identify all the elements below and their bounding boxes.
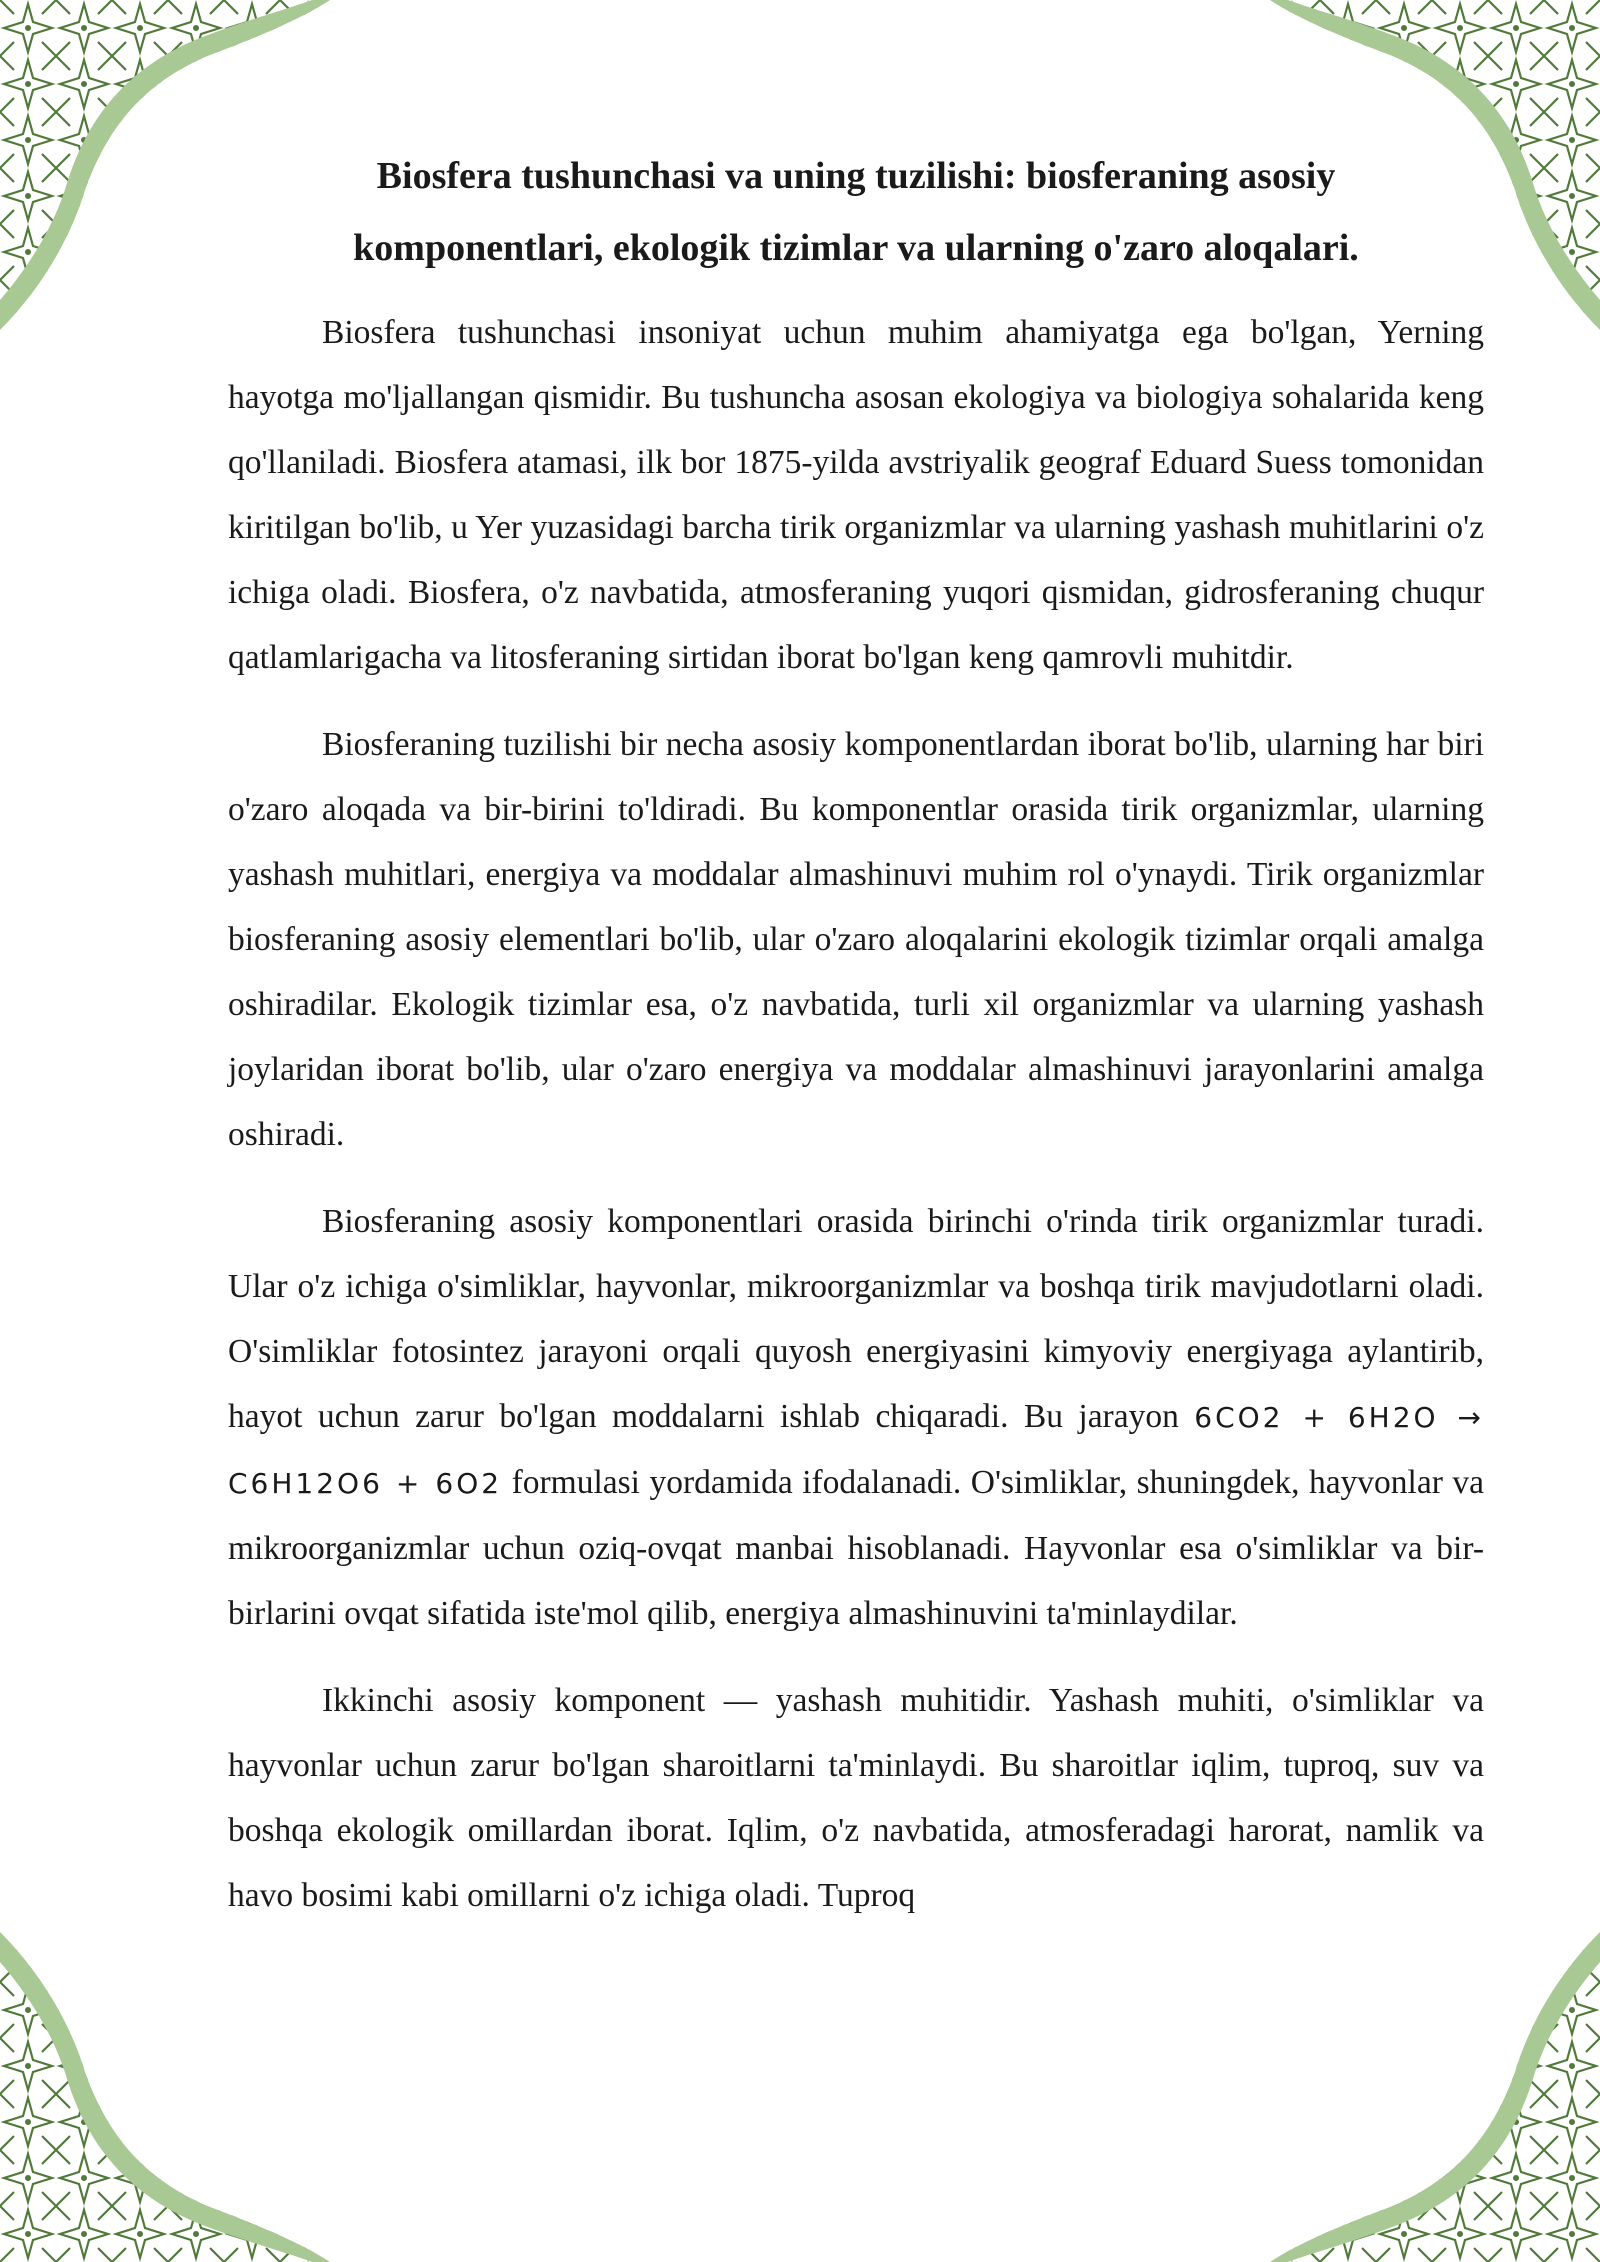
corner-ornament-bottom-right xyxy=(1270,1932,1600,2262)
paragraph-3-before: Biosferaning asosiy komponentlari orasida birinchi o'rinda tirik organizmlar turadi. Ular o'z ichiga o'simliklar, hayvonlar, mikroorganizmlar va boshqa tirik mavjudotlarni oladi. O'simliklar fotosintez jarayoni orqali quyosh energiyasini kimyoviy energiyaga aylantirib, hayot uchun zarur bo'lgan moddalarni ishlab chiqaradi. Bu jarayon xyxy=(228,1203,1484,1435)
star-lattice-ornament-icon xyxy=(0,1932,330,2262)
paragraph-4: Ikkinchi asosiy komponent — yashash muhitidir. Yashash muhiti, o'simliklar va hayvonlar uchun zarur bo'lgan sharoitlarni ta'minlaydi. Bu sharoitlar iqlim, tuproq, suv va boshqa ekologik omillardan iborat. Iqlim, o'z navbatida, atmosferadagi harorat, namlik va havo bosimi kabi omillarni o'z ichiga oladi. Tuproq xyxy=(228,1682,1484,1914)
corner-ornament-bottom-left xyxy=(0,1932,330,2262)
document-title: Biosfera tushunchasi va uning tuzilishi: biosferaning asosiy komponentlari, ekologik tizimlar va ularning o'zaro aloqalari. xyxy=(353,155,1359,269)
paragraph-3 xyxy=(228,1189,1484,1646)
paragraph-1: Biosfera tushunchasi insoniyat uchun muhim ahamiyatga ega bo'lgan, Yerning hayotga mo'ljallangan qismidir. Bu tushuncha asosan ekologiya va biologiya sohalarida keng qo'llaniladi. Biosfera atamasi, ilk bor 1875-yilda avstriyalik geograf Eduard Suess tomonidan kiritilgan bo'lib, u Yer yuzasidagi barcha tirik organizmlar va ularning yashash muhitlarini o'z ichiga oladi. Biosfera, o'z navbatida, atmosferaning yuqori qismidan, gidrosferaning chuqur qatlamlarigacha va litosferaning sirtidan iborat bo'lgan keng qamrovli muhitdir. xyxy=(228,314,1484,676)
document-body xyxy=(228,140,1484,1950)
paragraph-2: Biosferaning tuzilishi bir necha asosiy komponentlardan iborat bo'lib, ularning har biri o'zaro aloqada va bir-birini to'ldiradi. Bu komponentlar orasida tirik organizmlar, ularning yashash muhitlari, energiya va moddalar almashinuvi muhim rol o'ynaydi. Tirik organizmlar biosferaning asosiy elementlari bo'lib, ular o'zaro aloqalarini ekologik tizimlar orqali amalga oshiradilar. Ekologik tizimlar esa, o'z navbatida, turli xil organizmlar va ularning yashash joylaridan iborat bo'lib, ular o'zaro energiya va moddalar almashinuvi jarayonlarini amalga oshiradi. xyxy=(228,726,1484,1153)
paragraph-3-after: formulasi yordamida ifodalanadi. O'simliklar, shuningdek, hayvonlar va mikroorganizmlar uchun oziq-ovqat manbai hisoblanadi. Hayvonlar esa o'simliklar va bir-birlarini ovqat sifatida iste'mol qilib, energiya almashinuvini ta'minlaydilar. xyxy=(228,1464,1485,1632)
photosynthesis-formula: 6CO2 + 6H2O → C6H12O6 + 6O2 xyxy=(228,1401,1484,1500)
star-lattice-ornament-icon xyxy=(1270,1932,1600,2262)
